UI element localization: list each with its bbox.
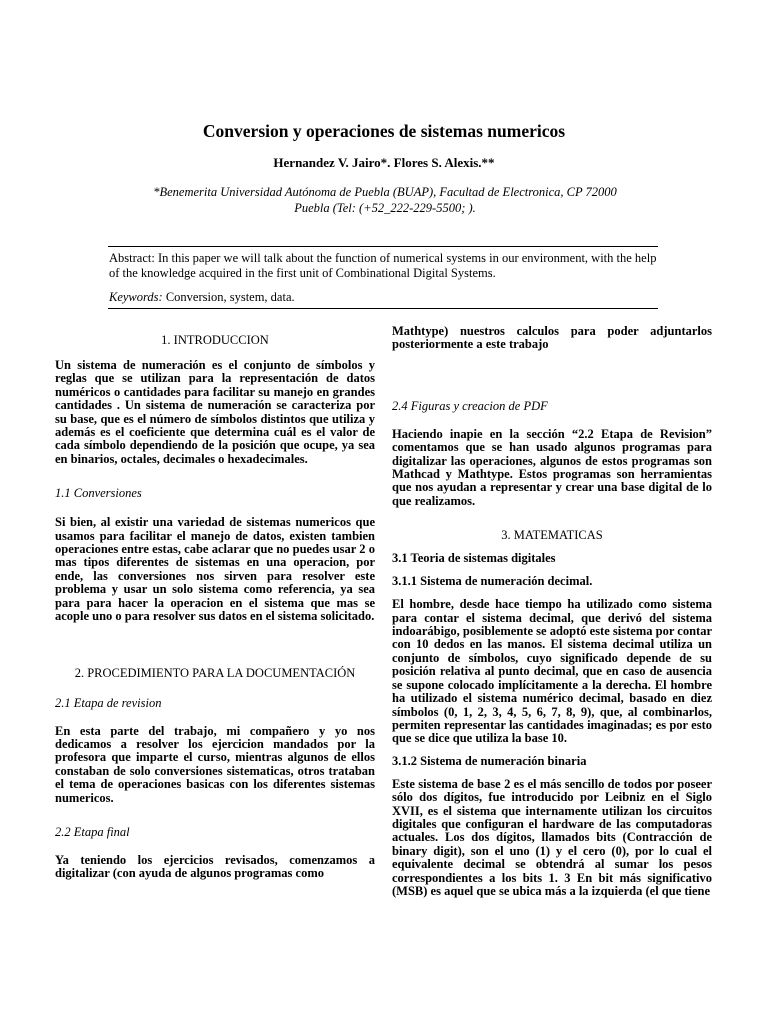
subsection-heading-teoria: 3.1 Teoria de sistemas digitales: [392, 551, 556, 566]
paragraph-decimal: El hombre, desde hace tiempo ha utilizado como sistema para contar el sistema decimal, que derivó del sistema indoarábigo, posiblemente se adoptó este sistema por contar con 10 dedos en las manos. El sistema decimal utiliza un conjunto de símbolos, cuyo significado depende de su posición relativa al punto decimal, que en caso de ausencia se supone colocado implícitamente a la derecha. El hombre ha utilizado el sistema numérico decimal, basado en diez símbolos (0, 1, 2, 3, 4, 5, 6, 7, 8, 9), que, al combinarlos, permiten representar las cantidades imaginadas; es por esto que se dice que utiliza la base 10.: [392, 597, 712, 746]
abstract: Abstract: In this paper we will talk about the function of numerical systems in our environment, with the help of the knowledge acquired in the first unit of Combinational Digital Systems.: [109, 251, 657, 280]
abstract-top-rule: [108, 246, 658, 247]
paragraph-etapa-final: Ya teniendo los ejercicios revisados, comenzamos a digitalizar (con ayuda de algunos programas como: [55, 852, 375, 881]
subsection-heading-etapa-final: 2.2 Etapa final: [55, 824, 130, 839]
keywords-text: Conversion, system, data.: [165, 290, 295, 304]
subsection-heading-conversiones: 1.1 Conversiones: [55, 486, 142, 501]
figuras-text-pre: Haciendo inapie en la sección: [392, 426, 572, 441]
section-heading-introduccion: 1. INTRODUCCION: [161, 333, 269, 347]
subsubsection-heading-decimal: 3.1.1 Sistema de numeración decimal.: [392, 574, 593, 589]
abstract-bottom-rule: [108, 308, 658, 309]
subsection-heading-figuras: 2.4 Figuras y creacion de PDF: [392, 398, 548, 413]
affiliation-line-1: *Benemerita Universidad Autónoma de Puebla (BUAP), Facultad de Electronica, CP 72000: [153, 185, 617, 199]
paper-title: Conversion y operaciones de sistemas numericos: [202, 121, 566, 141]
section-reference: “2.2 Etapa de Revision”: [571, 426, 713, 441]
paragraph-introduccion: Un sistema de numeración es el conjunto de símbolos y reglas que se utilizan para la representación de datos numéricos o cantidades para facilitar su manejo en grandes cantidades . Un sistema de numeración se caracteriza por su base, que es el número de símbolos distintos que utiliza y además es el coeficiente que determina cuál es el valor de cada símbolo dependiendo de la posición que ocupe, ya sea en binarios, octales, decimales o hexadecimales.: [55, 358, 375, 466]
affiliation: [120, 184, 650, 216]
section-heading-procedimiento: 2. PROCEDIMIENTO PARA LA DOCUMENTACIÓN: [74, 665, 356, 680]
subsection-heading-etapa-revision: 2.1 Etapa de revision: [55, 695, 162, 710]
paragraph-binaria: Este sistema de base 2 es el más sencillo de todos por poseer sólo dos dígitos, fue introducido por Leibniz en el Siglo XVII, es el sistema que internamente utilizan los circuitos digitales que configuran el hardware de las computadoras actuales. Los dos dígitos, llamados bits (Contracción de binary digit), son el uno (1) y el cero (0), por lo cual el equivalente decimal se obtendrá al sumar los pesos correspondientes a los bits 1. 3 En bit más significativo (MSB) es aquel que se ubica más a la izquierda (el que tiene: [392, 776, 712, 898]
figuras-text-post: comentamos que se han usado algunos programas para digitalizar las operaciones, algunos de estos programas son Mathcad y Mathtype. Estos programas son herramientas que nos ayudan a representar y crear una base digital de lo que realizamos.: [392, 440, 712, 508]
paragraph-mathtype: Mathtype) nuestros calculos para poder adjuntarlos posteriormente a este trabajo: [392, 324, 712, 352]
authors: Hernandez V. Jairo*. Flores S. Alexis.**: [273, 155, 495, 170]
section-heading-matematicas: 3. MATEMATICAS: [501, 528, 603, 543]
keywords-label: Keywords:: [109, 290, 163, 304]
keywords: [109, 290, 657, 305]
right-column: [392, 325, 712, 898]
paragraph-conversiones: Si bien, al existir una variedad de sistemas numericos que usamos para facilitar el manejo de datos, existen tambien operaciones entre estas, cabe aclarar que no puedes usar 2 o mas tipos diferentes de sistemas en una operacion, por ende, las conversiones nos sirven para resolver este problema y usar un solo sistema como referencia, ya sea para para hacer la operacion en el sistema que mas se acople uno o para resolver sus datos en el sistema solicitado.: [55, 515, 375, 624]
affiliation-line-2: Puebla (Tel: (+52_222-229-5500; ).: [294, 201, 476, 215]
paragraph-etapa-revision: En esta parte del trabajo, mi compañero y yo nos dedicamos a resolver los ejercicion mandados por la profesora que imparte el curso, mientras algunos de ellos constaban de solo conversiones sistematicas, otros trataban el tema de operaciones basicas con los diferentes sistemas numericos.: [55, 723, 375, 805]
subsubsection-heading-binaria: 3.1.2 Sistema de numeración binaria: [392, 753, 587, 768]
paragraph-figuras: [392, 428, 712, 508]
left-column: [55, 325, 375, 881]
